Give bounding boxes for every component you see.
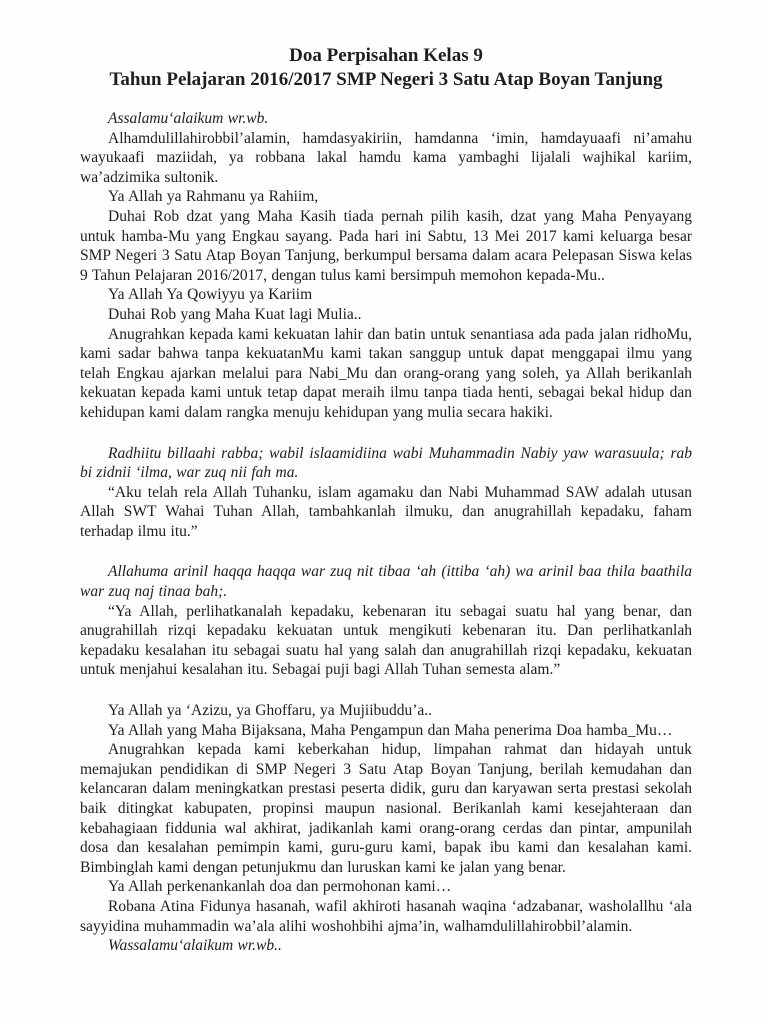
paragraph-ya-allah-rahman: Ya Allah ya Rahmanu ya Rahiim, xyxy=(108,188,319,206)
paragraph-hamdalah: Alhamdulillahirobbil’alamin, hamdasyakiriin, hamdanna ‘imin, hamdayuaafi ni’amahu wayukaafi maziidah, ya robbana lakal hamdu kama yambaghi lijalali wajhikal kariim, wa’adzimika sultonik. xyxy=(80,129,692,186)
paragraph-duhai-rob-kuat: Duhai Rob yang Maha Kuat lagi Mulia.. xyxy=(108,305,362,323)
paragraph-arti-allahuma: “Ya Allah, perlihatkanalah kepadaku, kebenaran itu sebagai suatu hal yang benar, dan anugrahillah rizqi kepadaku kekuatan untuk mengikuti kebenaran itu. Dan perlihatkanlah kepadaku kesalahan itu sebagai suatu hal yang salah dan anugrahillah rizqi kepadaku, kekuatan untuk menjahui kesalahan itu. Sebagai puji bagi Allah Tuhan semesta alam.” xyxy=(80,602,692,679)
document-title xyxy=(80,44,692,92)
paragraph-salutation-opening: Assalamu‘alaikum wr.wb. xyxy=(108,110,269,127)
paragraph-doa-penutup-robana: Robana Atina Fidunya hasanah, wafil akhiroti hasanah waqina ‘adzabanar, washolallhu ‘ala sayyidina muhammadin wa’ala alihi woshohbihi ajma’in, walhamdulillahirobbil’alamin. xyxy=(80,897,692,935)
paragraph-doa-arab-radhiitu: Radhiitu billaahi rabba; wabil islaamidiina wabi Muhammadin Nabiy yaw warasuula; rab bi zidnii ‘ilma, war zuq nii fah ma. xyxy=(80,444,692,482)
title-line-1: Doa Perpisahan Kelas 9 xyxy=(289,45,483,66)
paragraph-ya-allah-azizu: Ya Allah ya ‘Azizu, ya Ghoffaru, ya Mujiibuddu’a.. xyxy=(108,702,433,720)
paragraph-ya-allah-bijaksana: Ya Allah yang Maha Bijaksana, Maha Pengampun dan Maha penerima Doa hamba_Mu… xyxy=(108,721,673,739)
paragraph-doa-keberkahan: Anugrahkan kepada kami keberkahan hidup, limpahan rahmat dan hidayah untuk memajukan pendidikan di SMP Negeri 3 Satu Atap Boyan Tanjung, berilah kemudahan dan kelancaran dalam meningkatkan prestasi peserta didik, guru dan karyawan serta prestasi sekolah baik ditingkat kabupaten, propinsi maupun nasional. Berikanlah kami kesejahteraan dan kebahagiaan fiddunia wal akhirat, jadikanlah kami orang-orang cerdas dan pintar, ampunilah dosa dan kesalahan pemimpin kami, guru-guru kami, bapak ibu kami dan kesalahan kami. Bimbinglah kami dengan petunjukmu dan luruskan kami ke jalan yang benar. xyxy=(80,741,692,876)
paragraph-ya-allah-qowiyyu: Ya Allah Ya Qowiyyu ya Kariim xyxy=(108,286,313,304)
paragraph-doa-arab-allahuma: Allahuma arinil haqqa haqqa war zuq nit tibaa ‘ah (ittiba ‘ah) wa arinil baa thila baathila war zuq naj tinaa bah;. xyxy=(80,563,692,601)
title-line-2: Tahun Pelajaran 2016/2017 SMP Negeri 3 Satu Atap Boyan Tanjung xyxy=(109,69,663,90)
paragraph-permohonan: Ya Allah perkenankanlah doa dan permohonan kami… xyxy=(108,878,452,896)
paragraph-pembukaan-acara: Duhai Rob dzat yang Maha Kasih tiada pernah pilih kasih, dzat yang Maha Penyayang untuk hamba-Mu yang Engkau sayang. Pada hari ini Sabtu, 13 Mei 2017 kami keluarga besar SMP Negeri 3 Satu Atap Boyan Tanjung, berkumpul bersama dalam acara Pelepasan Siswa kelas 9 Tahun Pelajaran 2016/2017, dengan tulus kami bersimpuh memohon kepada-Mu.. xyxy=(80,207,692,284)
paragraph-arti-radhiitu: “Aku telah rela Allah Tuhanku, islam agamaku dan Nabi Muhammad SAW adalah utusan Allah SWT Wahai Tuhan Allah, tambahkanlah ilmuku, dan anugrahillah kepadaku, faham terhadap ilmu itu.” xyxy=(80,483,692,540)
paragraph-doa-kekuatan: Anugrahkan kepada kami kekuatan lahir dan batin untuk senantiasa ada pada jalan ridhoMu, kami sadar bahwa tanpa kekuatanMu kami takan sanggup untuk dapat menggapai ilmu yang telah Engkau ajarkan melalui para Nabi_Mu dan orang-orang yang soleh, ya Allah berikanlah kekuatan kepada kami untuk tetap dapat meraih ilmu tanpa tiada henti, sebagai bekal hidup dan kehidupan kami dalam rangka menuju kehidupan yang mulia secara hakiki. xyxy=(80,325,692,421)
paragraph-salutation-closing: Wassalamu‘alaikum wr.wb.. xyxy=(108,937,282,955)
